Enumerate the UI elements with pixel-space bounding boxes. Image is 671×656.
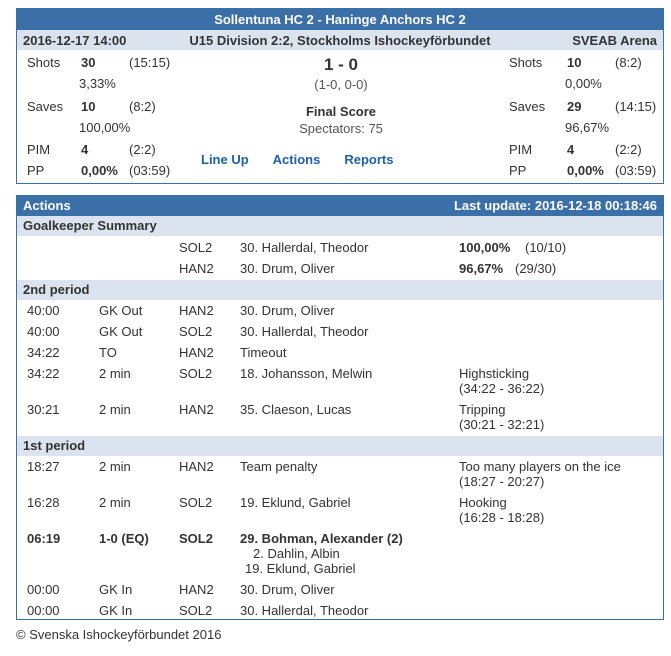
home-stats (17, 9, 217, 185)
gk-saves: (10/10) (525, 240, 567, 255)
copyright-footer: © Svenska Ishockeyförbundet 2016 (16, 627, 222, 642)
assist-player: 2. Dahlin, Albin (253, 546, 340, 561)
home-shots-split: (15:15) (129, 55, 171, 70)
away-shots: 10 (567, 55, 582, 70)
goal-scorer: 29. Bohman, Alexander (2) (240, 531, 403, 546)
event-type: GK In (99, 582, 133, 597)
event-time: 00:00 (27, 603, 60, 618)
home-pim: 4 (81, 142, 89, 157)
home-saves-split: (8:2) (129, 99, 156, 114)
away-saves-split: (14:15) (615, 99, 657, 114)
goalkeeper-summary-heading: Goalkeeper Summary (17, 216, 663, 236)
actions-link[interactable]: Actions (272, 152, 321, 167)
event-type: 1-0 (EQ) (99, 531, 149, 546)
gk-save-pct: 100,00% (459, 240, 511, 255)
event-player: 30. Hallerdal, Theodor (240, 603, 369, 618)
event-type: TO (99, 345, 117, 360)
away-shots-split: (8:2) (615, 55, 642, 70)
away-pp: 0,00% (567, 163, 604, 178)
event-type: 2 min (99, 366, 131, 381)
event-player: 19. Eklund, Gabriel (240, 495, 351, 510)
event-type: GK In (99, 603, 133, 618)
game-links (201, 152, 417, 167)
event-team: HAN2 (179, 402, 214, 417)
home-saves-pct: 100,00% (79, 120, 131, 135)
event-player: Timeout (240, 345, 287, 360)
spectators: Spectators: 75 (299, 121, 383, 136)
penalty-reason: Hooking (459, 495, 507, 510)
home-pim-label: PIM (27, 142, 51, 157)
home-pp-label: PP (27, 163, 45, 178)
home-pp-time: (03:59) (129, 163, 171, 178)
event-type: GK Out (99, 324, 143, 339)
actions-header (17, 196, 663, 216)
second-period-heading: 2nd period (17, 280, 663, 300)
event-time: 16:28 (27, 495, 60, 510)
event-type: 2 min (99, 402, 131, 417)
penalty-reason: Tripping (459, 402, 506, 417)
home-pim-split: (2:2) (129, 142, 156, 157)
game-title: Sollentuna HC 2 - Haninge Anchors HC 2 (17, 9, 663, 30)
event-time: 06:19 (27, 531, 61, 546)
gk-team: HAN2 (179, 261, 214, 276)
event-type: 2 min (99, 495, 131, 510)
event-time: 40:00 (27, 324, 60, 339)
event-team: SOL2 (179, 324, 213, 339)
home-shots-pct: 3,33% (79, 76, 116, 91)
actions-title: Actions (23, 198, 71, 213)
event-team: HAN2 (179, 303, 214, 318)
home-pp: 0,00% (81, 163, 118, 178)
final-score: 1 - 0 (323, 55, 359, 74)
reports-link[interactable]: Reports (344, 152, 394, 167)
event-time: 00:00 (27, 582, 60, 597)
gk-player: 30. Drum, Oliver (240, 261, 335, 276)
last-update: Last update: 2016-12-18 00:18:46 (453, 198, 657, 213)
away-saves-label: Saves (509, 99, 546, 114)
event-type: GK Out (99, 303, 143, 318)
gk-save-pct: 96,67% (459, 261, 504, 276)
event-player: Team penalty (240, 459, 318, 474)
away-stats (497, 9, 663, 185)
first-period-heading: 1st period (17, 436, 663, 456)
gk-saves: (29/30) (515, 261, 557, 276)
event-team: SOL2 (179, 366, 213, 381)
home-shots: 30 (81, 55, 96, 70)
event-team: SOL2 (179, 531, 213, 546)
event-time: 18:27 (27, 459, 60, 474)
arena-name: SVEAB Arena (572, 33, 657, 48)
gk-player: 30. Hallerdal, Theodor (240, 240, 369, 255)
penalty-reason: Too many players on the ice (459, 459, 621, 474)
event-team: HAN2 (179, 345, 214, 360)
event-team: HAN2 (179, 459, 214, 474)
event-team: SOL2 (179, 603, 213, 618)
event-team: SOL2 (179, 495, 213, 510)
away-pim: 4 (567, 142, 575, 157)
away-pim-split: (2:2) (615, 142, 642, 157)
penalty-interval: (16:28 - 18:28) (459, 510, 545, 525)
event-time: 30:21 (27, 402, 60, 417)
score-center (217, 55, 465, 136)
away-shots-label: Shots (509, 55, 543, 70)
actions-box (16, 195, 664, 620)
assist-player: 19. Eklund, Gabriel (245, 561, 356, 576)
penalty-interval: (18:27 - 20:27) (459, 474, 545, 489)
line-up-link[interactable]: Line Up (201, 152, 249, 167)
period-scores: (1-0, 0-0) (314, 77, 368, 92)
game-summary-box (16, 8, 664, 184)
event-player: 30. Hallerdal, Theodor (240, 324, 369, 339)
away-saves-pct: 96,67% (565, 120, 610, 135)
penalty-reason: Highsticking (459, 366, 530, 381)
gk-team: SOL2 (179, 240, 213, 255)
away-shots-pct: 0,00% (565, 76, 602, 91)
away-pp-time: (03:59) (615, 163, 657, 178)
event-type: 2 min (99, 459, 131, 474)
away-pp-label: PP (509, 163, 527, 178)
event-player: 30. Drum, Oliver (240, 582, 335, 597)
league-name: U15 Division 2:2, Stockholms Ishockeyförbundet (189, 33, 491, 48)
home-saves-label: Saves (27, 99, 64, 114)
event-team: HAN2 (179, 582, 214, 597)
event-player: 35. Claeson, Lucas (240, 402, 352, 417)
event-time: 34:22 (27, 345, 60, 360)
penalty-interval: (34:22 - 36:22) (459, 381, 545, 396)
game-status: Final Score (305, 104, 377, 119)
away-pim-label: PIM (509, 142, 533, 157)
game-date: 2016-12-17 14:00 (23, 33, 127, 48)
event-time: 40:00 (27, 303, 60, 318)
event-time: 34:22 (27, 366, 60, 381)
event-player: 18. Johansson, Melwin (240, 366, 373, 381)
penalty-interval: (30:21 - 32:21) (459, 417, 545, 432)
away-saves: 29 (567, 99, 582, 114)
home-shots-label: Shots (27, 55, 61, 70)
home-saves: 10 (81, 99, 96, 114)
event-player: 30. Drum, Oliver (240, 303, 335, 318)
